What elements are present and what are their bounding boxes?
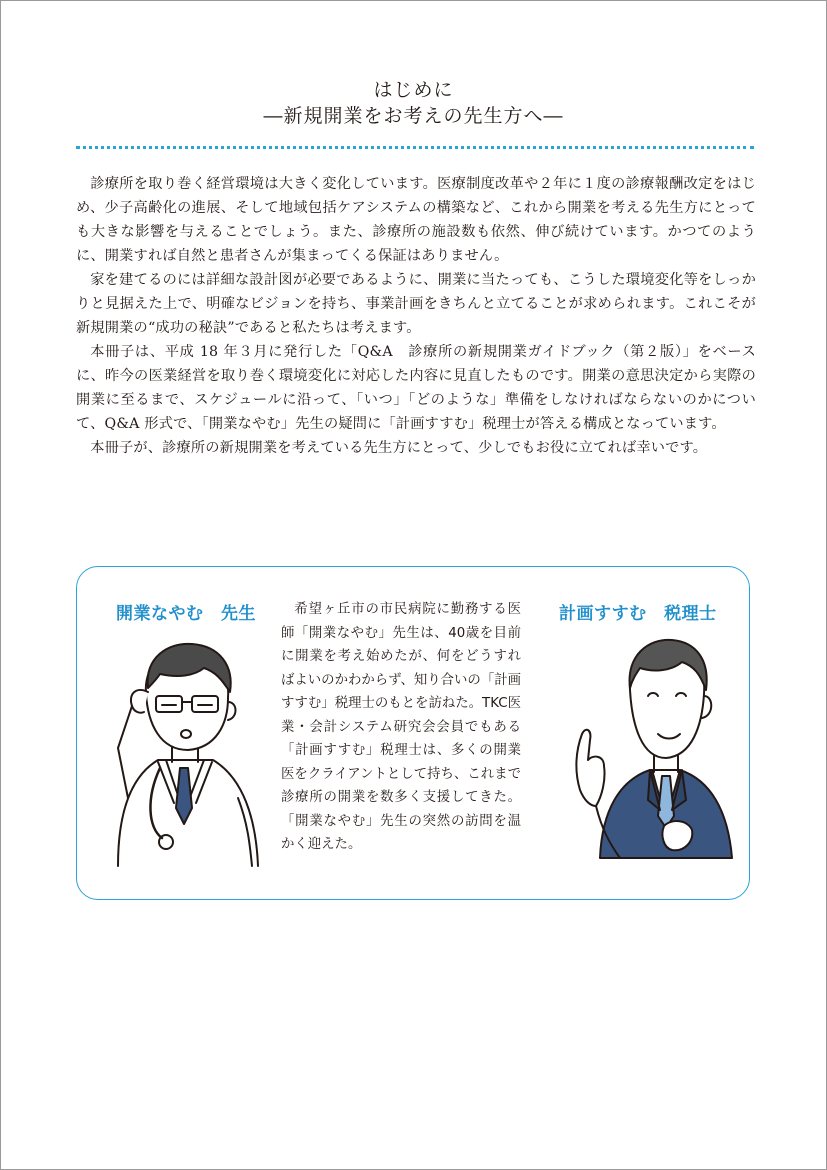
story-text: 希望ヶ丘市の市民病院に勤務する医師「開業なやむ」先生は、40歳を目前に開業を考え始めたが、何をどうすればよいのかわからず、知り合いの「計画すすむ」税理士のもとを訪ねた。TKC医業・会計システム研究会会員でもある「計画すすむ」税理士は、多くの開業医をクライアントとして持ち、これまで診療所の開業を数多く支援してきた。「開業なやむ」先生の突然の訪問を温かく迎えた。 xyxy=(281,602,521,852)
intro-paragraph: 本冊子は、平成 18 年３月に発行した「Q&A 診療所の新規開業ガイドブック（第２版）」をベースに、昨今の医業経営を取り巻く環境変化に対応した内容に見直したものです。開業の意思決定から実際の開業に至るまで、スケジュールに沿って、「いつ」「どのような」準備をしなければならないのかについて、Q&A 形式で、「開業なやむ」先生の疑問に「計画すすむ」税理士が答える構成となっています。 xyxy=(76,344,756,432)
page-subtitle: ―新規開業をお考えの先生方へ― xyxy=(263,105,564,127)
intro-paragraph: 本冊子が、診療所の新規開業を考えている先生方にとって、少しでもお役に立てれば幸いです。 xyxy=(90,440,708,456)
doctor-illustration-icon xyxy=(88,628,278,868)
doctor-name-label: 開業なやむ 先生 xyxy=(116,604,256,624)
accountant-name-label: 計画すすむ 税理士 xyxy=(559,604,717,624)
character-story xyxy=(281,598,521,857)
tax-accountant-illustration-icon xyxy=(560,630,736,860)
intro-text xyxy=(76,172,756,460)
dotted-divider xyxy=(76,146,754,149)
page-title: はじめに xyxy=(373,79,454,101)
intro-paragraph: 家を建てるのには詳細な設計図が必要であるように、開業に当たっても、こうした環境変化等をしっかりと見据えた上で、明確なビジョンを持ち、事業計画をきちんと立てることが求められます。これこそが新規開業の“成功の秘訣”であると私たちは考えます。 xyxy=(76,272,756,336)
intro-paragraph: 診療所を取り巻く経営環境は大きく変化しています。医療制度改革や２年に１度の診療報酬改定をはじめ、少子高齢化の進展、そして地域包括ケアシステムの構築など、これから開業を考える先生方にとっても大きな影響を与えることでしょう。また、診療所の施設数も依然、伸び続けています。かつてのように、開業すれば自然と患者さんが集まってくる保証はありません。 xyxy=(76,176,756,264)
